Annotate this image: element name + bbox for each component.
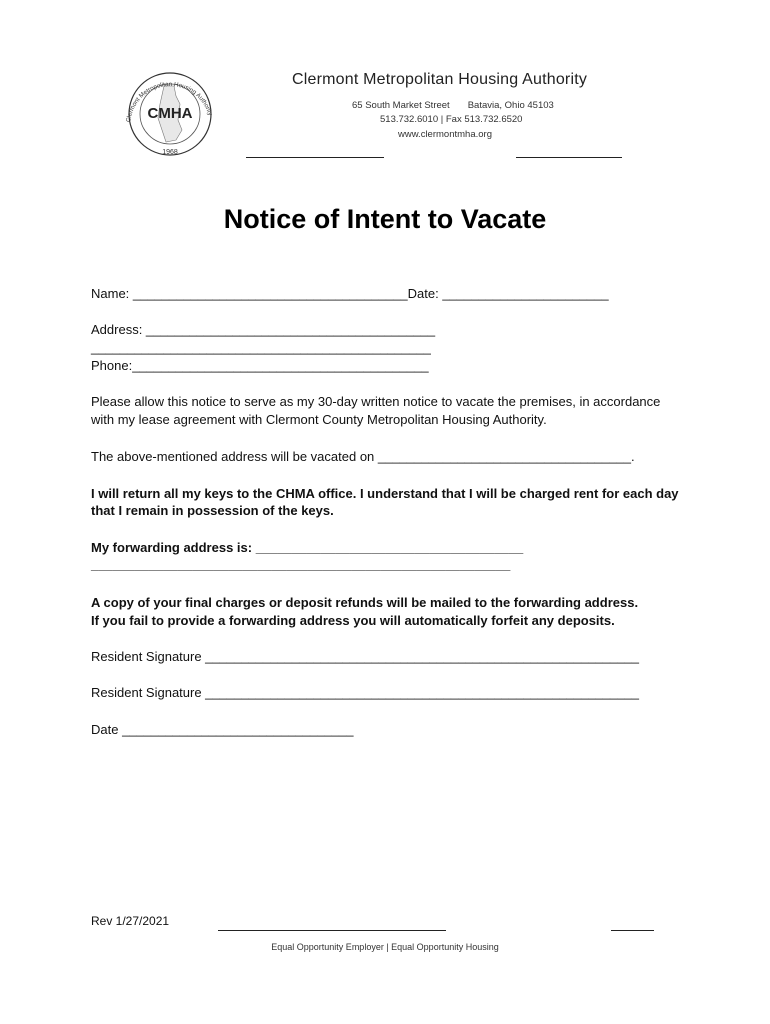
footer-rule-right [611, 930, 654, 931]
page-title: Notice of Intent to Vacate [223, 204, 547, 234]
vacate-date-field[interactable]: The above-mentioned address will be vacated on ___________________________________. [91, 449, 635, 464]
forwarding-address-field-1[interactable]: My forwarding address is: _____________________________________ [91, 540, 524, 555]
seal-initials: CMHA [147, 105, 193, 122]
org-city: Batavia, Ohio 45103 [467, 100, 554, 111]
equal-opportunity-statement: Equal Opportunity Employer | Equal Opportunity Housing [271, 942, 499, 952]
notice-paragraph-line-2: with my lease agreement with Clermont County Metropolitan Housing Authority. [91, 412, 547, 427]
keys-statement-line-2: that I remain in possession of the keys. [91, 503, 334, 518]
seal-circle-text: Clermont Metropolitan Housing Authority [125, 80, 214, 123]
header-rule-left [246, 157, 384, 158]
org-name: Clermont Metropolitan Housing Authority [292, 71, 588, 88]
address-field-line-2[interactable]: _______________________________________________ [91, 340, 431, 355]
org-street: 65 South Market Street [352, 100, 450, 111]
notice-paragraph-line-1: Please allow this notice to serve as my 30-day written notice to vacate the premises, in accordance [91, 394, 661, 409]
org-website: www.clermontmha.org [398, 129, 492, 140]
name-date-field[interactable]: Name: ______________________________________Date: _______________________ [91, 286, 609, 301]
resident-signature-field-2[interactable]: Resident Signature ____________________________________________________________ [91, 685, 639, 700]
cmha-seal-logo [116, 68, 224, 156]
forwarding-address-field-2[interactable]: __________________________________________________________ [91, 557, 511, 572]
org-phone-fax: 513.732.6010 | Fax 513.732.6520 [380, 114, 523, 125]
header-rule-right [516, 157, 622, 158]
seal-year: 1968 [162, 149, 178, 156]
address-field-line-1[interactable]: Address: ________________________________________ [91, 322, 436, 337]
keys-statement-line-1: I will return all my keys to the CHMA office. I understand that I will be charged rent for each day [91, 486, 679, 501]
signature-date-field[interactable]: Date ________________________________ [91, 722, 354, 737]
final-charges-notice-line-2: If you fail to provide a forwarding address you will automatically forfeit any deposits. [91, 613, 615, 628]
final-charges-notice-line-1: A copy of your final charges or deposit refunds will be mailed to the forwarding address. [91, 595, 639, 610]
phone-field[interactable]: Phone:_________________________________________ [91, 358, 429, 373]
revision-date: Rev 1/27/2021 [91, 914, 170, 928]
footer-rule-left [218, 930, 446, 931]
org-address [352, 100, 554, 111]
resident-signature-field-1[interactable]: Resident Signature ____________________________________________________________ [91, 649, 639, 664]
